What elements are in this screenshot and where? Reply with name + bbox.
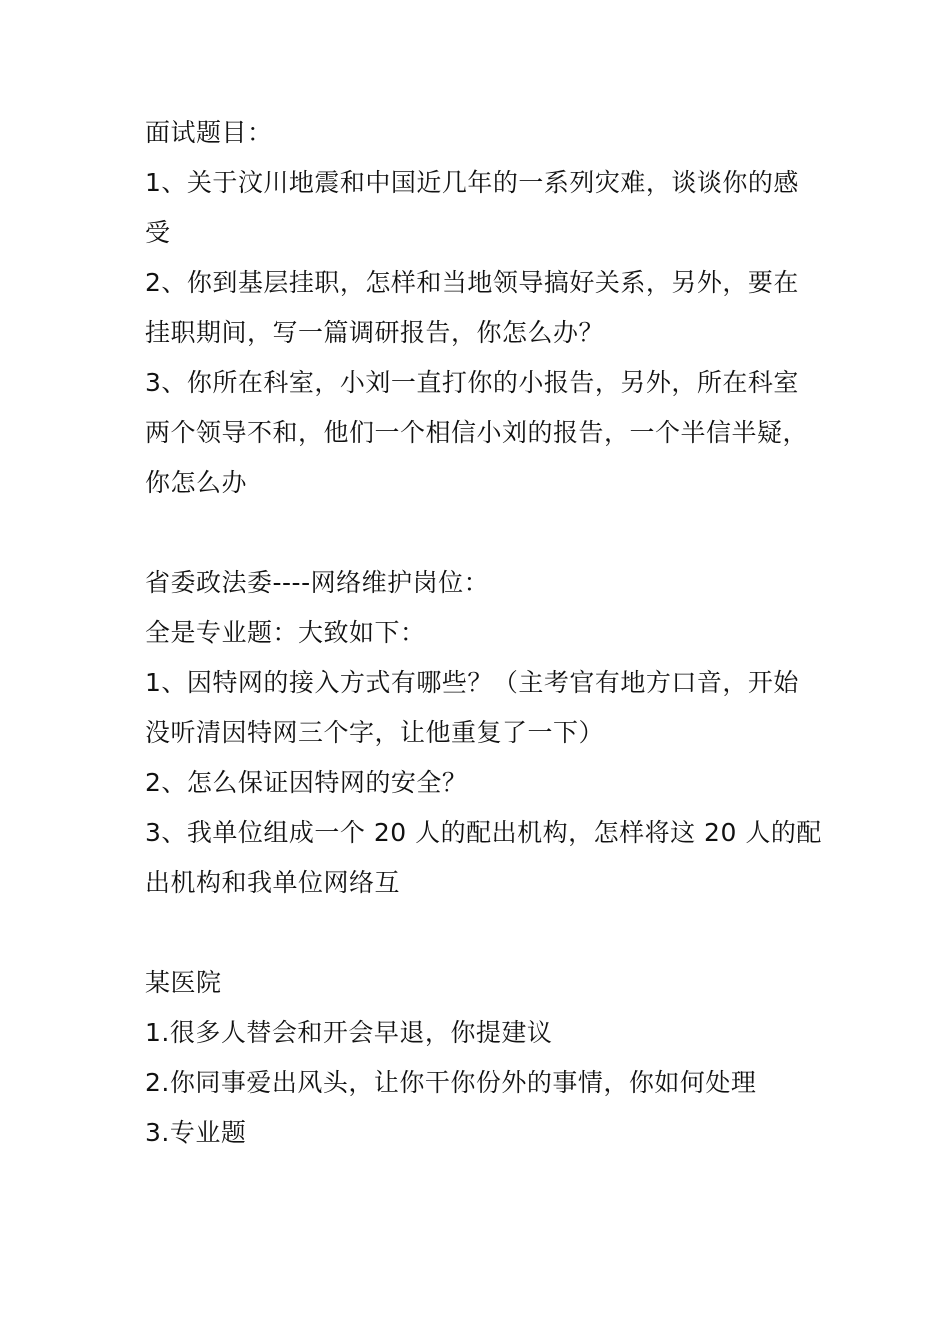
text-line: 1、关于汶川地震和中国近几年的一系列灾难，谈谈你的感 [145,168,799,197]
text-line: 2、你到基层挂职，怎样和当地领导搞好关系，另外，要在 [145,268,799,297]
text-line: 挂职期间，写一篇调研报告，你怎么办？ [145,318,605,347]
section-hospital [145,958,825,1158]
text-line: 你怎么办 [145,468,248,497]
text-line: 2、怎么保证因特网的安全？ [145,768,468,797]
paragraph-gap [145,908,825,958]
text-line: 1、因特网的接入方式有哪些？（主考官有地方口音，开始 [145,668,799,697]
text-line: 受 [145,218,171,247]
text-line: 3、你所在科室，小刘一直打你的小报告，另外，所在科室 [145,368,799,397]
text-line: 3、我单位组成一个 20 人的配出机构，怎样将这 20 人的配 [145,818,822,847]
text-line: 全是专业题：大致如下： [145,618,426,647]
section-heading: 某医院 [145,968,222,997]
text-line: 没听清因特网三个字，让他重复了一下） [145,718,605,747]
section-interview-questions [145,108,825,508]
text-line: 1.很多人替会和开会早退，你提建议 [145,1018,553,1047]
paragraph-gap [145,508,825,558]
text-line: 2.你同事爱出风头，让你干你份外的事情，你如何处理 [145,1068,757,1097]
section-heading: 面试题目： [145,118,273,147]
section-heading: 省委政法委----网络维护岗位： [145,568,490,597]
document-body [145,108,825,1158]
text-line: 3.专业题 [145,1118,247,1147]
section-network-maintenance [145,558,825,908]
text-line: 两个领导不和，他们一个相信小刘的报告，一个半信半疑， [145,418,809,447]
text-line: 出机构和我单位网络互 [145,868,401,897]
